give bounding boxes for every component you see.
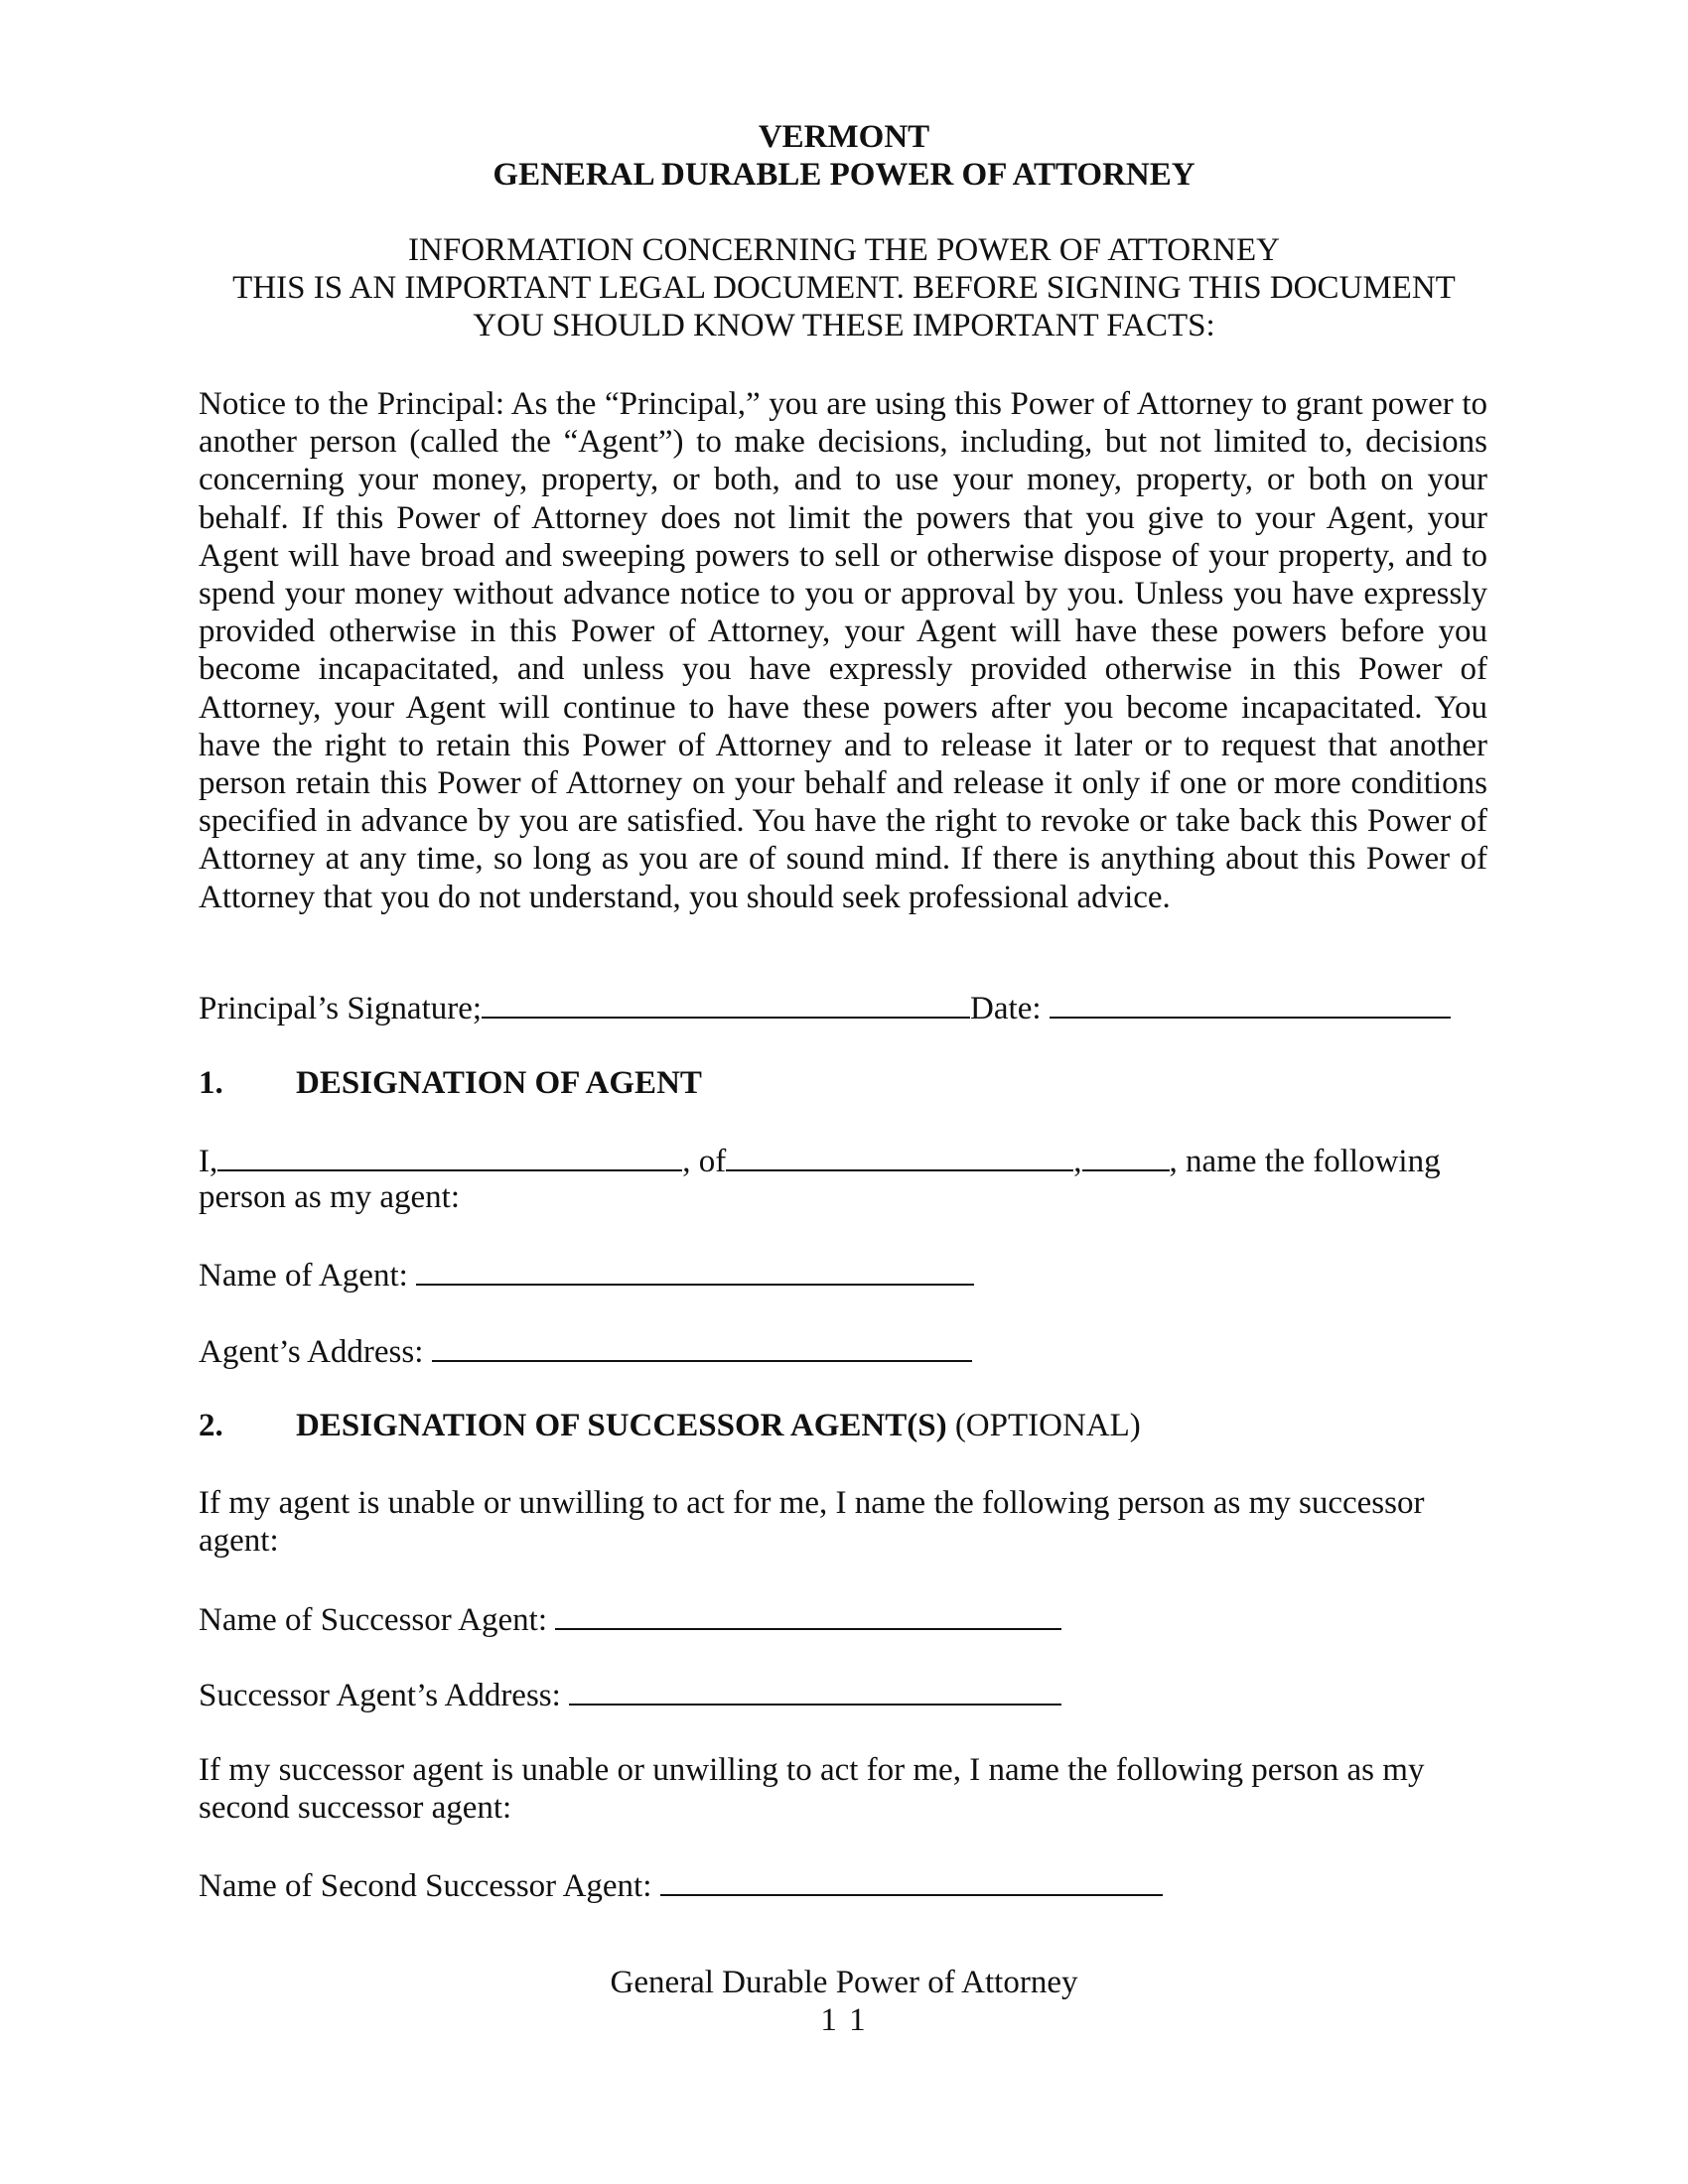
second-successor-intro-text: If my successor agent is unable or unwilling to act for me, I name the following person as my second successor agent: bbox=[199, 1752, 1425, 1826]
successor-name-row bbox=[199, 1598, 1061, 1640]
principal-name-field[interactable] bbox=[217, 1140, 682, 1171]
section-2-title: DESIGNATION OF SUCCESSOR AGENT(S) bbox=[296, 1408, 947, 1443]
date-field[interactable] bbox=[1050, 987, 1451, 1019]
successor-name-field[interactable] bbox=[555, 1598, 1061, 1630]
agent-name-field[interactable] bbox=[416, 1254, 974, 1286]
info-heading-line-2: THIS IS AN IMPORTANT LEGAL DOCUMENT. BEFORE SIGNING THIS DOCUMENT bbox=[232, 270, 1456, 306]
successor-address-label: Successor Agent’s Address: bbox=[199, 1678, 561, 1713]
i-prefix: I, bbox=[199, 1144, 218, 1179]
notice-to-principal: Notice to the Principal: As the “Principal,” you are using this Power of Attorney to grant power to another person (called the “Agent”) to make decisions, including, but not limited to, decisions concerning your money, property, or both, and to use your money, property, or both on your behalf. If this Power of Attorney does not limit the powers that you give to your Agent, your Agent will have broad and sweeping powers to sell or otherwise dispose of your property, and to spend your money without advance notice to you or approval by you. Unless you have expressly provided otherwise in this Power of Attorney, your Agent will have these powers before you become incapacitated, and unless you have expressly provided otherwise in this Power of Attorney, your Agent will continue to have these powers after you become incapacitated. You have the right to retain this Power of Attorney and to release it later or to request that another person retain this Power of Attorney on your behalf and release it only if one or more conditions specified in advance by you are satisfied. You have the right to revoke or take back this Power of Attorney at any time, so long as you are of sound mind. If there is anything about this Power of Attorney that you do not understand, you should seek professional advice. bbox=[199, 386, 1487, 915]
date-label: Date: bbox=[970, 991, 1042, 1026]
principal-name-row bbox=[199, 1140, 1441, 1181]
footer-title: General Durable Power of Attorney bbox=[610, 1965, 1078, 2000]
principal-signature-field[interactable] bbox=[482, 987, 970, 1019]
section-2-number: 2. bbox=[199, 1408, 223, 1443]
agent-address-row bbox=[199, 1330, 972, 1372]
of-label: , of bbox=[682, 1144, 727, 1179]
principal-state-field[interactable] bbox=[1082, 1140, 1170, 1171]
section-1-title: DESIGNATION OF AGENT bbox=[296, 1065, 702, 1101]
section-2-heading bbox=[296, 1406, 1141, 1445]
page-number: 1 1 bbox=[820, 2002, 868, 2038]
info-heading-line-1: INFORMATION CONCERNING THE POWER OF ATTORNEY bbox=[408, 232, 1280, 268]
section-2-optional: (OPTIONAL) bbox=[946, 1408, 1141, 1443]
successor-intro-text: If my agent is unable or unwilling to act for me, I name the following person as my successor agent: bbox=[199, 1485, 1425, 1559]
second-successor-name-field[interactable] bbox=[660, 1864, 1163, 1896]
principal-signature-row bbox=[199, 987, 1451, 1028]
name-following-text: , name the following bbox=[1169, 1144, 1441, 1179]
comma-separator: , bbox=[1073, 1144, 1082, 1179]
successor-address-row bbox=[199, 1674, 1061, 1715]
agent-address-field[interactable] bbox=[432, 1330, 972, 1362]
section-1-number: 1. bbox=[199, 1065, 223, 1101]
info-heading-line-3: YOU SHOULD KNOW THESE IMPORTANT FACTS: bbox=[473, 308, 1215, 343]
agent-name-row bbox=[199, 1254, 974, 1296]
second-successor-name-label: Name of Second Successor Agent: bbox=[199, 1868, 652, 1904]
document-title: GENERAL DURABLE POWER OF ATTORNEY bbox=[492, 157, 1196, 193]
principal-city-field[interactable] bbox=[726, 1140, 1073, 1171]
agent-name-label: Name of Agent: bbox=[199, 1258, 408, 1294]
document-state-heading: VERMONT bbox=[758, 119, 930, 155]
principal-signature-label: Principal’s Signature; bbox=[199, 991, 483, 1026]
successor-address-field[interactable] bbox=[569, 1674, 1061, 1706]
successor-name-label: Name of Successor Agent: bbox=[199, 1602, 547, 1638]
agent-address-label: Agent’s Address: bbox=[199, 1334, 424, 1370]
second-successor-name-row bbox=[199, 1864, 1163, 1906]
agent-intro-text: person as my agent: bbox=[199, 1179, 461, 1215]
